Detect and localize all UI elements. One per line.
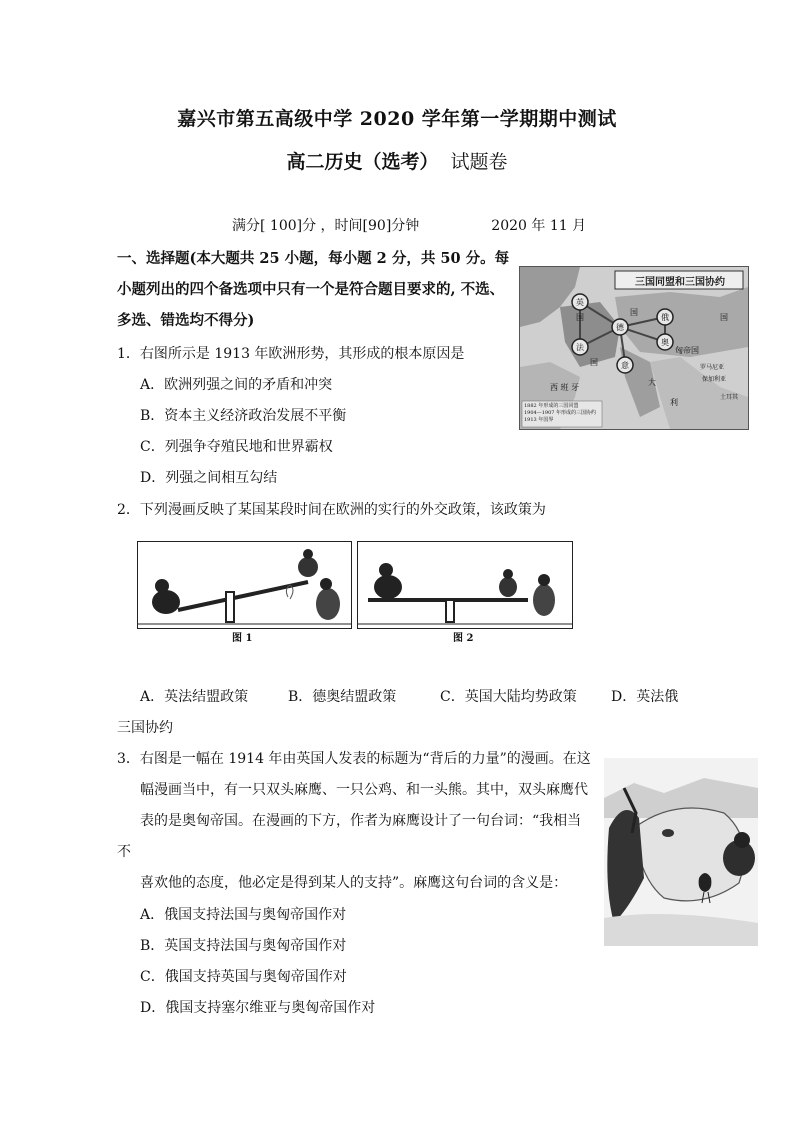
score-time: 满分[ 100]分 ，时间[90]分钟 [232, 218, 420, 234]
question-2-option-d[interactable]: D．英法俄 [611, 689, 679, 705]
map-label-russia-2: 国 [720, 313, 728, 322]
map-label-france: 法 [576, 343, 584, 352]
map-label-austria-2: 匈帝国 [675, 346, 699, 355]
question-1-option-c[interactable]: C．列强争夺殖民地和世界霸权 [140, 439, 333, 455]
europe-alliance-map [519, 266, 749, 430]
map-label-italy-3: 利 [670, 398, 678, 407]
question-3-stem-line-2: 幅漫画当中，有一只双头麻鹰、一只公鸡、和一头熊。其中，双头麻鹰代 [140, 782, 588, 798]
eagle-bear-cartoon [604, 758, 758, 946]
question-3-stem-line-5: 喜欢他的态度，他必定是得到某人的支持”。麻鹰这句台词的含义是： [140, 875, 568, 891]
seesaw-cartoon-2 [358, 542, 572, 628]
map-label-bulgaria: 保加利亚 [702, 376, 727, 383]
question-3-option-c[interactable]: C．俄国支持英国与奥匈帝国作对 [140, 969, 347, 985]
map-label-germany: 德 [616, 323, 624, 332]
map-label-romania: 罗马尼亚 [700, 364, 725, 371]
cartoon-figure-1 [137, 541, 352, 629]
question-2-option-d-wrap: 三国协约 [117, 720, 173, 736]
question-2-option-c[interactable]: C．英国大陆均势政策 [440, 689, 577, 705]
map-label-spain: 西 班 牙 [550, 383, 580, 392]
legend-item-alliance: 1882 年形成的三国同盟 [524, 403, 579, 409]
map-label-turkey: 土耳其 [720, 394, 739, 401]
map-title: 三国同盟和三国协约 [635, 277, 725, 288]
question-3-option-d[interactable]: D．俄国支持塞尔维亚与奥匈帝国作对 [140, 1000, 376, 1016]
map-label-italy-2: 大 [648, 378, 656, 387]
legend-item-entente: 1904—1907 年形成的三国协约 [524, 410, 597, 416]
question-1-option-a[interactable]: A．欧洲列强之间的矛盾和冲突 [140, 377, 333, 393]
map-label-italy: 意 [621, 361, 629, 370]
map-label-austria: 奥 [661, 338, 669, 347]
map-label-germany-2: 国 [630, 308, 638, 317]
question-1-option-d[interactable]: D．列强之间相互勾结 [140, 470, 278, 486]
exam-title: 嘉兴市第五高级中学 2020 学年第一学期期中测试 [177, 108, 617, 130]
question-3-stem-line-4: 不 [117, 844, 131, 860]
map-label-russia: 俄 [661, 313, 669, 322]
map-legend [524, 403, 596, 424]
section-heading: 一、选择题(本大题共 25 小题，每小题 2 分，共 50 分。每小题列出的四个备选项中只有一个是符合题目要求的, 不选、多选、错选均不得分) [117, 250, 510, 329]
question-3-option-a[interactable]: A．俄国支持法国与奥匈帝国作对 [140, 907, 347, 923]
figure-2-caption: 图 2 [453, 633, 474, 644]
question-3-option-b[interactable]: B．英国支持法国与奥匈帝国作对 [140, 938, 347, 954]
seesaw-cartoon-1 [138, 542, 351, 628]
map-label-france-2: 国 [590, 358, 598, 367]
exam-meta [232, 215, 586, 235]
question-2-option-b[interactable]: B．德奥结盟政策 [288, 689, 397, 705]
power-behind-cartoon [604, 758, 758, 946]
question-3-stem-line-1: 3．右图是一幅在 1914 年由英国人发表的标题为“背后的力量”的漫画。在这 [117, 751, 591, 767]
map-label-britain-2: 国 [576, 313, 584, 322]
question-2-stem: 2．下列漫画反映了某国某段时间在欧洲的实行的外交政策，该政策为 [117, 502, 546, 518]
cartoon-figure-2 [357, 541, 573, 629]
legend-item-border: 1913 年国界 [524, 417, 554, 423]
question-3-stem-line-3: 表的是奥匈帝国。在漫画的下方，作者为麻鹰设计了一句台词：“我相当 [140, 813, 582, 829]
subject-label: 高二历史（选考） [286, 151, 439, 173]
map-label-britain: 英 [576, 298, 584, 307]
question-1-option-b[interactable]: B．资本主义经济政治发展不平衡 [140, 408, 347, 424]
paper-type-label: 试题卷 [450, 151, 508, 173]
figure-1-caption: 图 1 [232, 633, 253, 644]
exam-subtitle [0, 147, 794, 174]
question-2-option-a[interactable]: A．英法结盟政策 [140, 689, 249, 705]
exam-date: 2020 年 11 月 [491, 218, 587, 234]
question-1-stem: 1．右图所示是 1913 年欧洲形势，其形成的根本原因是 [117, 346, 465, 362]
